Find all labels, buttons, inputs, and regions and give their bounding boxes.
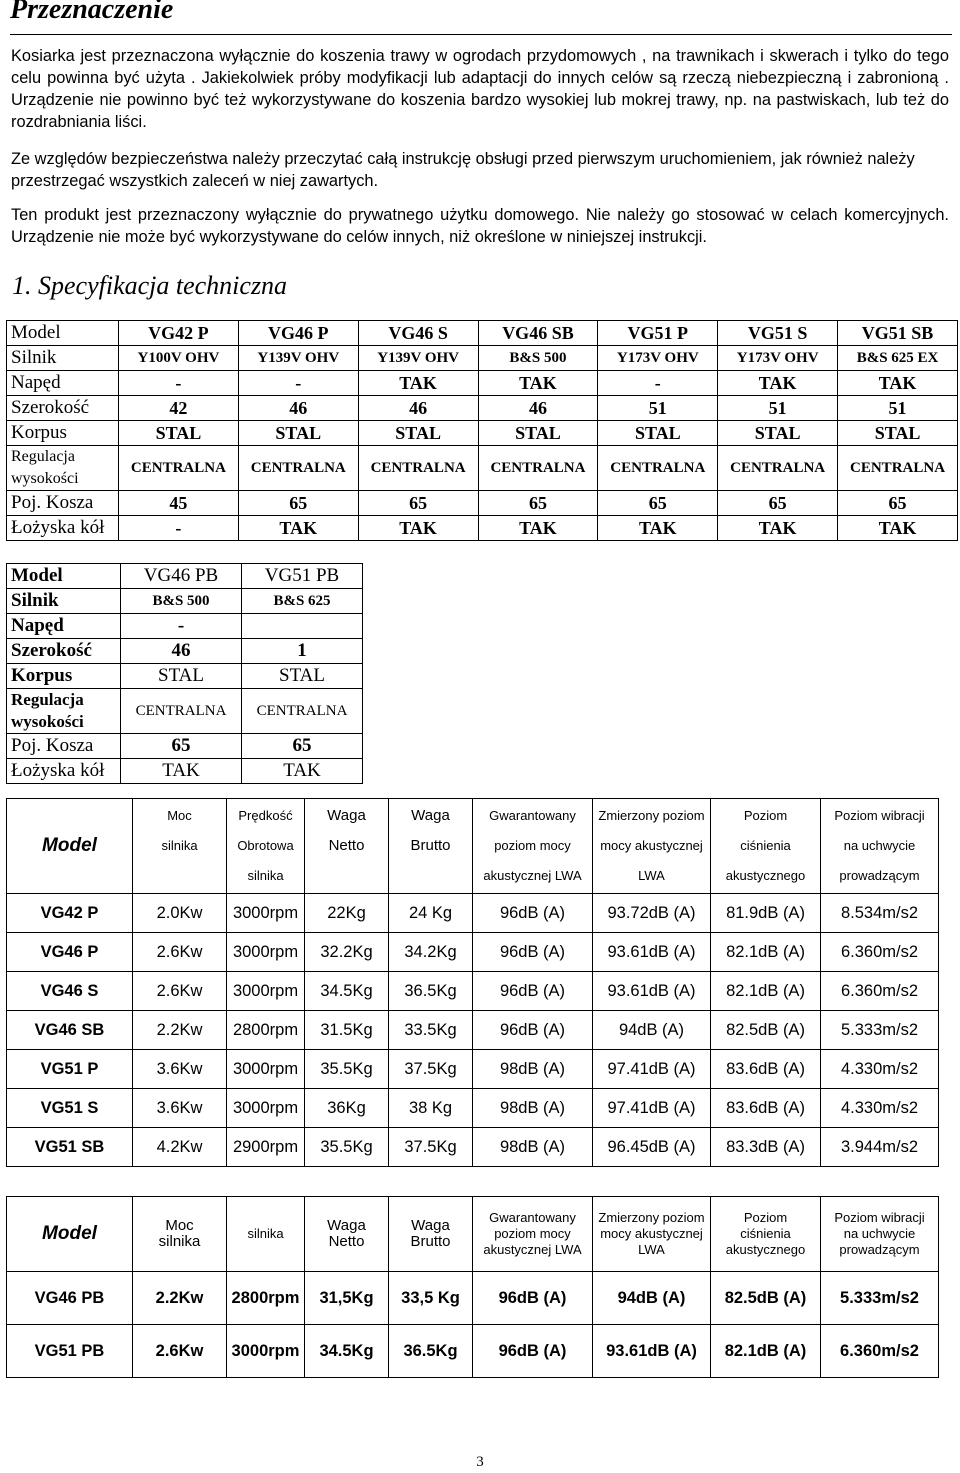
model-cell: VG46 SB <box>7 1011 133 1050</box>
page-number: 3 <box>476 1454 484 1470</box>
table-cell: 3000rpm <box>227 894 305 933</box>
table-cell: 5.333m/s2 <box>821 1272 939 1325</box>
row-label: Korpus <box>7 664 121 689</box>
table-cell: TAK <box>598 516 718 541</box>
header-line: Moc <box>167 808 192 823</box>
table-cell: 93.61dB (A) <box>593 1325 711 1378</box>
table-cell: 96dB (A) <box>473 1272 593 1325</box>
row-label: Szerokość <box>7 396 119 421</box>
table-cell: 98dB (A) <box>473 1050 593 1089</box>
table-cell: 3.6Kw <box>133 1089 227 1128</box>
table-cell: STAL <box>718 421 838 446</box>
column-header <box>711 1197 821 1272</box>
table-row <box>7 933 939 972</box>
spec-row-engine <box>7 346 958 371</box>
table-cell: 82.1dB (A) <box>711 1325 821 1378</box>
header-line: akustycznej LWA <box>483 1242 582 1257</box>
table-cell: 46 <box>121 639 242 664</box>
table-cell: 24 Kg <box>389 894 473 933</box>
table-cell: Y139V OHV <box>238 346 358 371</box>
table-cell: 22Kg <box>305 894 389 933</box>
row-label: Napęd <box>7 614 121 639</box>
table-cell: Y173V OHV <box>718 346 838 371</box>
table-cell: 3.944m/s2 <box>821 1128 939 1167</box>
table-row <box>7 1011 939 1050</box>
column-header <box>133 799 227 894</box>
table-row <box>7 1272 939 1325</box>
table-cell: 96dB (A) <box>473 894 593 933</box>
header-line: prowadzącym <box>839 868 920 883</box>
header-line: Zmierzony poziom <box>598 1210 705 1225</box>
header-row <box>7 1197 939 1272</box>
table-cell: 34.5Kg <box>305 1325 389 1378</box>
table-cell: CENTRALNA <box>242 689 363 734</box>
table-cell: TAK <box>838 371 958 396</box>
column-header <box>305 799 389 894</box>
header-line: na uchwycie <box>843 1226 916 1241</box>
table-cell: 96dB (A) <box>473 1325 593 1378</box>
row-label: Silnik <box>7 346 119 371</box>
table-cell: 96dB (A) <box>473 933 593 972</box>
safety-paragraph: Ze względów bezpieczeństwa należy przeczytać całą instrukcję obsługi przed pierwszym uruchomieniem, jak również należy przestrzegać wszystkich zaleceń w niej zawartych. <box>11 150 915 190</box>
table-cell: CENTRALNA <box>598 446 718 491</box>
header-line: Netto <box>328 837 365 854</box>
header-line: Poziom <box>743 808 788 823</box>
spec-row-height-adjust <box>7 446 958 491</box>
table-cell: 82.5dB (A) <box>711 1272 821 1325</box>
header-line: Poziom wibracji <box>834 1210 925 1225</box>
table-cell: VG42 P <box>119 321 239 346</box>
table-cell: B&S 625 EX <box>838 346 958 371</box>
table-cell: VG46 P <box>238 321 358 346</box>
table-cell: 3000rpm <box>227 1050 305 1089</box>
table-cell: 38 Kg <box>389 1089 473 1128</box>
table-cell: 93.61dB (A) <box>593 972 711 1011</box>
spec-row-basket <box>7 491 958 516</box>
table-cell: VG46 PB <box>121 564 242 589</box>
table-cell: 51 <box>838 396 958 421</box>
spec-table-main <box>6 320 958 541</box>
table-cell: 31,5Kg <box>305 1272 389 1325</box>
column-header: Model <box>7 1197 133 1272</box>
column-header <box>389 799 473 894</box>
table-cell: 5.333m/s2 <box>821 1011 939 1050</box>
table-cell: 51 <box>718 396 838 421</box>
header-line: Gwarantowany <box>489 1210 576 1225</box>
header-line: LWA <box>638 1242 665 1257</box>
table-cell: 46 <box>238 396 358 421</box>
table-cell: 97.41dB (A) <box>593 1050 711 1089</box>
table-cell: 94dB (A) <box>593 1011 711 1050</box>
header-line: silnika <box>161 838 198 853</box>
header-line: akustycznej LWA <box>483 868 582 883</box>
table-cell: STAL <box>238 421 358 446</box>
table-cell: TAK <box>358 516 478 541</box>
column-header <box>821 1197 939 1272</box>
spec-row-width <box>7 396 958 421</box>
table-cell: STAL <box>598 421 718 446</box>
table-cell: 46 <box>358 396 478 421</box>
header-line: Prędkość <box>238 808 293 823</box>
performance-table-pb <box>6 1196 939 1378</box>
model-cell: VG46 S <box>7 972 133 1011</box>
row-label: Łożyska kół <box>7 759 121 784</box>
table-cell: VG51 P <box>598 321 718 346</box>
header-line: silnika <box>158 1233 201 1250</box>
column-header <box>711 799 821 894</box>
spec-row-body <box>7 421 958 446</box>
table-cell: 35.5Kg <box>305 1050 389 1089</box>
table-cell: 81.9dB (A) <box>711 894 821 933</box>
table-cell: 3.6Kw <box>133 1050 227 1089</box>
spec-row-body <box>7 664 363 689</box>
header-line: poziom mocy <box>494 838 571 853</box>
header-line: Waga <box>327 807 366 824</box>
table-cell: STAL <box>358 421 478 446</box>
spec-row-engine <box>7 589 363 614</box>
table-cell: 6.360m/s2 <box>821 933 939 972</box>
table-cell: 1 <box>242 639 363 664</box>
spec-table-pb <box>6 563 363 784</box>
table-cell: TAK <box>718 516 838 541</box>
table-cell: 6.360m/s2 <box>821 972 939 1011</box>
table-cell: 2.0Kw <box>133 894 227 933</box>
table-cell: VG51 SB <box>838 321 958 346</box>
header-line: Moc <box>165 1217 194 1234</box>
header-line: prowadzącym <box>839 1242 920 1257</box>
table-cell: 96dB (A) <box>473 1011 593 1050</box>
table-cell: 37.5Kg <box>389 1128 473 1167</box>
row-label: Model <box>7 321 119 346</box>
column-header <box>821 799 939 894</box>
table-cell: TAK <box>478 516 598 541</box>
table-row <box>7 1050 939 1089</box>
model-cell: VG46 PB <box>7 1272 133 1325</box>
column-header: Model <box>7 799 133 894</box>
table-cell: - <box>119 371 239 396</box>
header-line: Brutto <box>410 837 451 854</box>
table-cell: VG51 PB <box>242 564 363 589</box>
table-cell: STAL <box>119 421 239 446</box>
table-row <box>7 1089 939 1128</box>
table-cell: 2900rpm <box>227 1128 305 1167</box>
column-header <box>227 1197 305 1272</box>
header-line: Gwarantowany <box>489 808 576 823</box>
model-cell: VG51 S <box>7 1089 133 1128</box>
table-cell: 37.5Kg <box>389 1050 473 1089</box>
table-cell: 2800rpm <box>227 1272 305 1325</box>
spec-row-model <box>7 321 958 346</box>
table-cell: STAL <box>242 664 363 689</box>
table-cell: 35.5Kg <box>305 1128 389 1167</box>
table-cell: 2.2Kw <box>133 1272 227 1325</box>
table-cell: 4.2Kw <box>133 1128 227 1167</box>
table-cell: 82.5dB (A) <box>711 1011 821 1050</box>
header-line: Waga <box>411 807 450 824</box>
header-line: na uchwycie <box>843 838 916 853</box>
table-cell: 36.5Kg <box>389 972 473 1011</box>
row-label: Łożyska kół <box>7 516 119 541</box>
table-cell: 82.1dB (A) <box>711 972 821 1011</box>
table-cell: 65 <box>121 734 242 759</box>
spec-row-drive <box>7 371 958 396</box>
header-line <box>389 861 472 891</box>
header-line: Netto <box>328 1233 365 1250</box>
model-cell: VG51 SB <box>7 1128 133 1167</box>
header-line: ciśnienia <box>740 1226 791 1241</box>
row-label: Silnik <box>7 589 121 614</box>
row-label: Poj. Kosza <box>7 734 121 759</box>
table-cell: 93.72dB (A) <box>593 894 711 933</box>
table-cell: 2800rpm <box>227 1011 305 1050</box>
table-cell <box>242 614 363 639</box>
row-label-line: wysokości <box>11 712 84 731</box>
header-line: Zmierzony poziom <box>598 808 705 823</box>
column-header <box>389 1197 473 1272</box>
table-cell: TAK <box>358 371 478 396</box>
table-cell: 34.2Kg <box>389 933 473 972</box>
header-line: poziom mocy <box>494 1226 571 1241</box>
column-header <box>473 799 593 894</box>
table-cell: 93.61dB (A) <box>593 933 711 972</box>
model-cell: VG42 P <box>7 894 133 933</box>
table-cell: STAL <box>838 421 958 446</box>
row-label <box>7 689 121 734</box>
table-cell: 36Kg <box>305 1089 389 1128</box>
row-label <box>7 446 119 491</box>
table-cell: 83.3dB (A) <box>711 1128 821 1167</box>
table-cell: 94dB (A) <box>593 1272 711 1325</box>
table-cell: 8.534m/s2 <box>821 894 939 933</box>
table-cell: 83.6dB (A) <box>711 1050 821 1089</box>
table-cell: 6.360m/s2 <box>821 1325 939 1378</box>
table-cell: TAK <box>238 516 358 541</box>
row-label-line: Regulacja <box>11 690 84 709</box>
row-label-line: wysokości <box>11 470 79 487</box>
table-cell: TAK <box>121 759 242 784</box>
table-cell: - <box>121 614 242 639</box>
table-cell: TAK <box>242 759 363 784</box>
table-cell: TAK <box>718 371 838 396</box>
table-cell: 65 <box>242 734 363 759</box>
table-cell: STAL <box>478 421 598 446</box>
table-cell: 65 <box>718 491 838 516</box>
header-line: Poziom wibracji <box>834 808 925 823</box>
table-cell: 65 <box>238 491 358 516</box>
header-line: mocy akustycznej <box>600 1226 703 1241</box>
row-label: Napęd <box>7 371 119 396</box>
table-row <box>7 1128 939 1167</box>
table-cell: 65 <box>358 491 478 516</box>
header-line <box>305 861 388 891</box>
table-cell: 32.2Kg <box>305 933 389 972</box>
header-line: LWA <box>638 868 665 883</box>
table-cell: - <box>238 371 358 396</box>
table-cell: 46 <box>478 396 598 421</box>
table-cell: CENTRALNA <box>718 446 838 491</box>
table-cell: Y100V OHV <box>119 346 239 371</box>
table-cell: VG51 S <box>718 321 838 346</box>
header-line: silnika <box>247 1226 284 1241</box>
header-line: akustycznego <box>725 1242 806 1257</box>
table-cell: 2.6Kw <box>133 972 227 1011</box>
section-title: Przeznaczenie <box>10 0 174 25</box>
header-line: Brutto <box>410 1233 451 1250</box>
spec-row-width <box>7 639 363 664</box>
table-cell: - <box>119 516 239 541</box>
table-cell: - <box>598 371 718 396</box>
table-cell: 45 <box>119 491 239 516</box>
column-header <box>473 1197 593 1272</box>
table-cell: CENTRALNA <box>238 446 358 491</box>
table-cell: 4.330m/s2 <box>821 1050 939 1089</box>
table-cell: CENTRALNA <box>838 446 958 491</box>
column-header <box>227 799 305 894</box>
spec-row-height-adjust <box>7 689 363 734</box>
model-cell: VG46 P <box>7 933 133 972</box>
spec-heading: 1. Specyfikacja techniczna <box>12 271 288 300</box>
table-cell: 3000rpm <box>227 1325 305 1378</box>
table-cell: 33.5Kg <box>389 1011 473 1050</box>
table-cell: 31.5Kg <box>305 1011 389 1050</box>
table-cell: Y139V OHV <box>358 346 478 371</box>
table-cell: TAK <box>838 516 958 541</box>
table-cell: 34.5Kg <box>305 972 389 1011</box>
header-line <box>133 861 226 891</box>
row-label-line: Regulacja <box>11 448 75 465</box>
table-cell: VG46 SB <box>478 321 598 346</box>
table-cell: CENTRALNA <box>119 446 239 491</box>
usage-paragraph: Ten produkt jest przeznaczony wyłącznie do prywatnego użytku domowego. Nie należy go stosować w celach komercyjnych. Urządzenie nie może być wykorzystywane do celów innych, niż określone w niniejszej instrukcji. <box>11 206 949 246</box>
table-cell: 3000rpm <box>227 972 305 1011</box>
spec-row-basket <box>7 734 363 759</box>
table-cell: 65 <box>478 491 598 516</box>
table-cell: 2.2Kw <box>133 1011 227 1050</box>
table-cell: 98dB (A) <box>473 1128 593 1167</box>
header-line: mocy akustycznej <box>600 838 703 853</box>
header-line: Waga <box>327 1217 366 1234</box>
table-cell: 96.45dB (A) <box>593 1128 711 1167</box>
header-line: silnika <box>247 868 284 883</box>
table-cell: 2.6Kw <box>133 1325 227 1378</box>
table-cell: CENTRALNA <box>478 446 598 491</box>
table-cell: B&S 500 <box>478 346 598 371</box>
table-cell: 4.330m/s2 <box>821 1089 939 1128</box>
table-cell: 42 <box>119 396 239 421</box>
table-cell: 98dB (A) <box>473 1089 593 1128</box>
header-line: akustycznego <box>725 868 806 883</box>
table-cell: 96dB (A) <box>473 972 593 1011</box>
performance-table-main <box>6 798 939 1167</box>
table-cell: B&S 500 <box>121 589 242 614</box>
table-cell: 97.41dB (A) <box>593 1089 711 1128</box>
header-row <box>7 799 939 894</box>
table-cell: CENTRALNA <box>358 446 478 491</box>
header-line: Obrotowa <box>237 838 294 853</box>
table-cell: 2.6Kw <box>133 933 227 972</box>
table-cell: 33,5 Kg <box>389 1272 473 1325</box>
spec-row-drive <box>7 614 363 639</box>
table-cell: Y173V OHV <box>598 346 718 371</box>
spec-row-bearings <box>7 516 958 541</box>
table-cell: 82.1dB (A) <box>711 933 821 972</box>
title-rule <box>10 34 952 35</box>
column-header <box>133 1197 227 1272</box>
table-cell: 65 <box>598 491 718 516</box>
table-cell: 51 <box>598 396 718 421</box>
intro-paragraph: Kosiarka jest przeznaczona wyłącznie do koszenia trawy w ogrodach przydomowych , na trawnikach i skwerach i tylko do tego celu powinna być użyta . Jakiekolwiek próby modyfikacji lub adaptacji do innych celów są rzeczą niebezpieczną i zabronioną . Urządzenie nie powinno być też wykorzystywane do koszenia bardzo wysokiej lub mokrej trawy, np. na pastwiskach, lub też do rozdrabniania liści. <box>11 47 949 131</box>
table-cell: 3000rpm <box>227 933 305 972</box>
table-cell: CENTRALNA <box>121 689 242 734</box>
row-label: Szerokość <box>7 639 121 664</box>
table-cell: TAK <box>478 371 598 396</box>
spec-row-model <box>7 564 363 589</box>
header-line: Poziom <box>743 1210 788 1225</box>
header-line: Waga <box>411 1217 450 1234</box>
table-cell: B&S 625 <box>242 589 363 614</box>
header-line: ciśnienia <box>740 838 791 853</box>
column-header <box>593 799 711 894</box>
model-cell: VG51 PB <box>7 1325 133 1378</box>
row-label: Model <box>7 564 121 589</box>
table-cell: 83.6dB (A) <box>711 1089 821 1128</box>
model-cell: VG51 P <box>7 1050 133 1089</box>
table-cell: 65 <box>838 491 958 516</box>
table-cell: 3000rpm <box>227 1089 305 1128</box>
spec-row-bearings <box>7 759 363 784</box>
table-cell: 36.5Kg <box>389 1325 473 1378</box>
table-row <box>7 894 939 933</box>
column-header <box>305 1197 389 1272</box>
row-label: Korpus <box>7 421 119 446</box>
table-cell: VG46 S <box>358 321 478 346</box>
row-label: Poj. Kosza <box>7 491 119 516</box>
table-row <box>7 1325 939 1378</box>
table-row <box>7 972 939 1011</box>
column-header <box>593 1197 711 1272</box>
table-cell: STAL <box>121 664 242 689</box>
